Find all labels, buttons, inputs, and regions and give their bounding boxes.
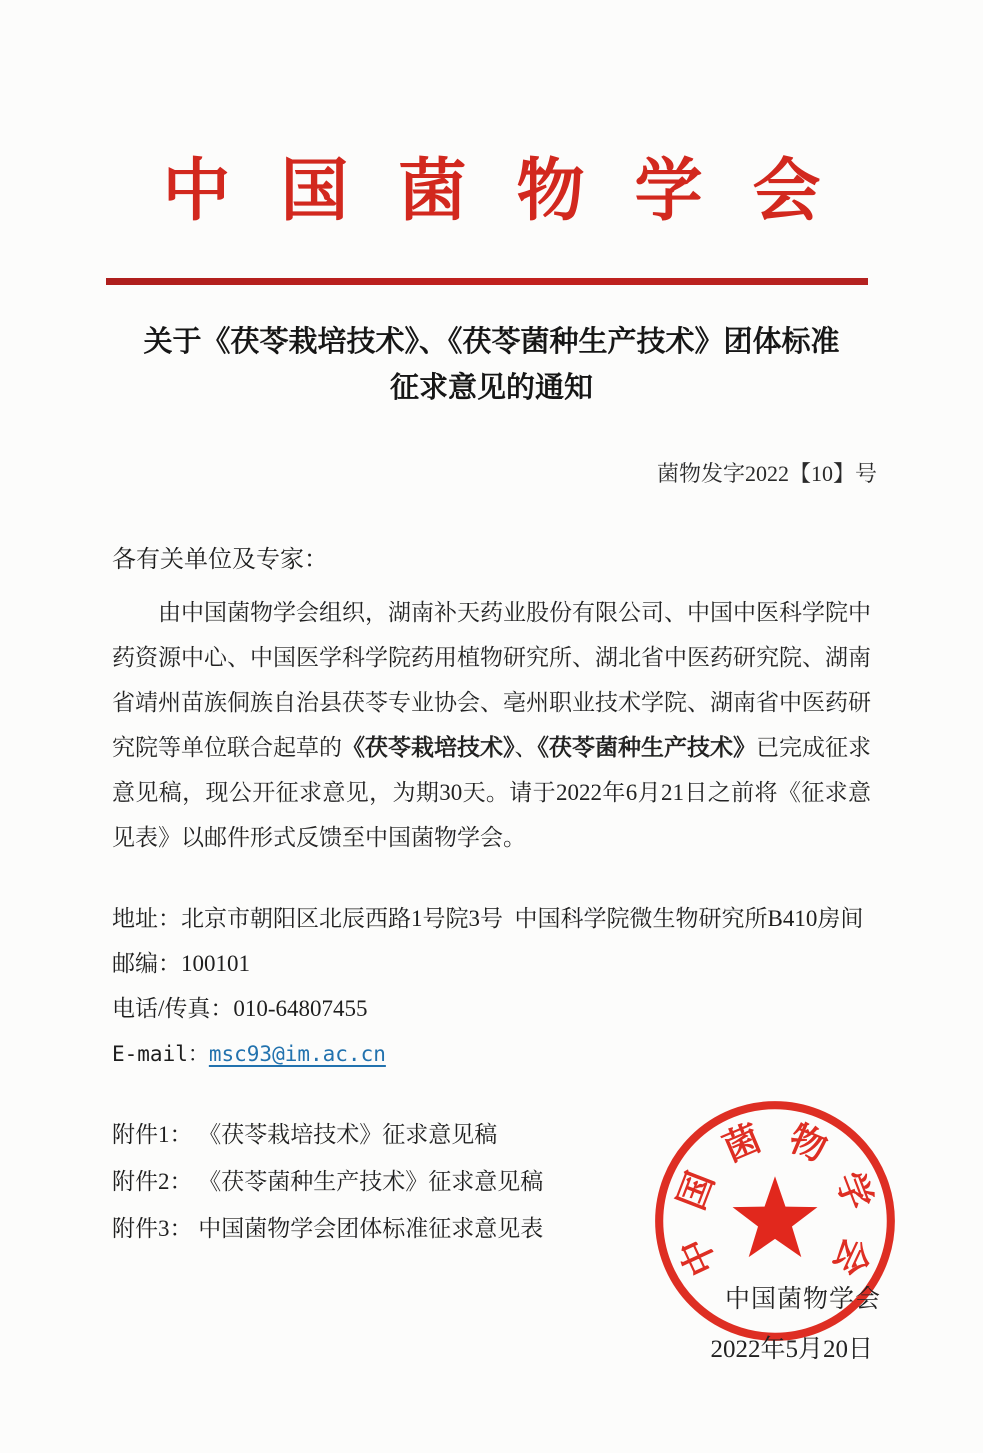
paragraph-tail: 已完成征求意见稿，现公开征求意见，为期30天。请于2022年6月21日之前将《征求意见表》以邮件形式反馈至中国菌物学会。 <box>112 735 871 850</box>
letterhead-divider <box>106 278 868 285</box>
salutation: 各有关单位及专家： <box>112 547 328 573</box>
address-label: 地址： <box>112 906 181 931</box>
seal-char: 中 <box>671 1231 725 1283</box>
phone-line <box>112 986 871 1031</box>
postcode-line <box>112 941 871 986</box>
seal-char: 会 <box>825 1231 879 1283</box>
paragraph-lead: 由中国菌物学会组织，湖南补天药业股份有限公司、中国中医科学院中药资源中心、中国医学科学院药用植物研究所、湖北省中医药研究院、湖南省靖州苗族侗族自治县茯苓专业协会、亳州职业技术学院、湖南省中医药研究院等单位联合起草的 <box>112 600 871 760</box>
email-line <box>112 1031 871 1077</box>
signature-org: 中国菌物学会 <box>724 1286 881 1313</box>
document-title-line1: 关于《茯苓栽培技术》、《茯苓菌种生产技术》团体标准 <box>143 326 840 358</box>
postcode-value: 100101 <box>181 951 250 976</box>
org-title: 中国菌物学会 <box>162 153 871 229</box>
seal-char: 菌 <box>717 1117 767 1170</box>
standard-title-2: 《茯苓菌种生产技术》 <box>537 735 756 760</box>
document-title <box>90 319 893 411</box>
signature-date: 2022年5月20日 <box>710 1336 873 1363</box>
standard-title-1: 《茯苓栽培技术》 <box>342 735 515 760</box>
paragraph-separator: 、 <box>514 735 538 760</box>
seal-char: 国 <box>670 1166 722 1216</box>
document-title-line2: 征求意见的通知 <box>389 372 593 404</box>
postcode-label: 邮编： <box>112 951 181 976</box>
seal-char: 物 <box>783 1117 833 1170</box>
contact-info <box>112 896 871 1077</box>
document-number: 菌物发字2022【10】号 <box>656 461 877 486</box>
letterhead <box>0 0 983 285</box>
email-label: E-mail： <box>112 1042 209 1066</box>
address-line <box>112 896 871 941</box>
email-link[interactable]: msc93@im.ac.cn <box>208 1042 386 1066</box>
phone-value: 010-64807455 <box>233 996 368 1021</box>
attachments-list <box>112 1111 871 1252</box>
body-paragraph <box>112 590 871 860</box>
attachment-item-1: 附件1： 《茯苓栽培技术》征求意见稿 <box>112 1122 498 1147</box>
seal-char: 学 <box>828 1166 880 1216</box>
attachment-item-3: 附件3： 中国菌物学会团体标准征求意见表 <box>112 1216 544 1241</box>
address-value: 北京市朝阳区北辰西路1号院3号 中国科学院微生物研究所B410房间 <box>181 906 864 931</box>
phone-label: 电话/传真： <box>112 996 234 1021</box>
attachment-item-2: 附件2： 《茯苓菌种生产技术》征求意见稿 <box>112 1169 544 1194</box>
